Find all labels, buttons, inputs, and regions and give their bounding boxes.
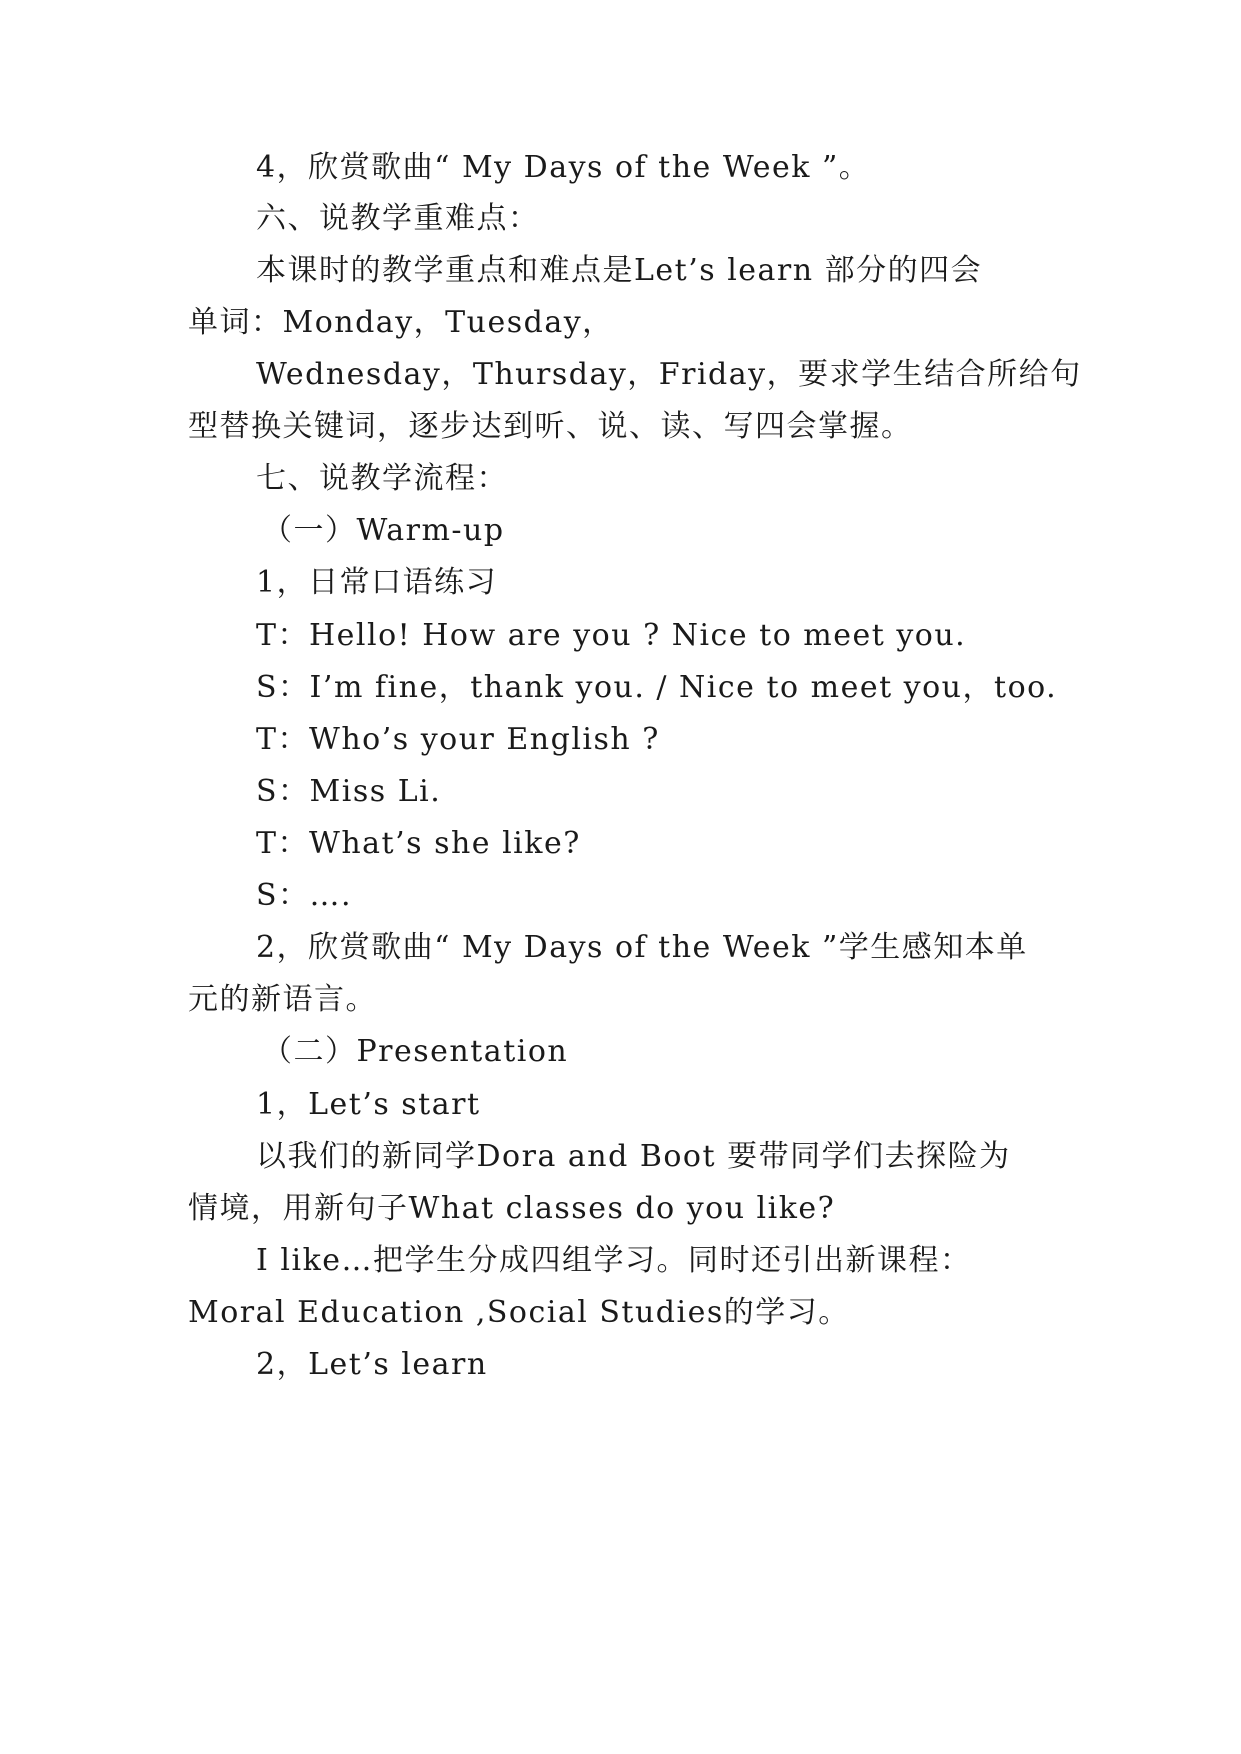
text-line-key-points-4: 型替换关键词，逐步达到听、说、读、写四会掌握。 bbox=[188, 409, 913, 444]
text-line-key-points-1: 本课时的教学重点和难点是Let’s learn 部分的四会 bbox=[256, 253, 983, 288]
text-line-song-item-4: 4，欣赏歌曲“ My Days of the Week ”。 bbox=[256, 150, 871, 185]
text-line-groups-2: Moral Education ,Social Studies的学习。 bbox=[188, 1295, 850, 1330]
dialogue-line-6: S：…. bbox=[256, 878, 353, 913]
text-line-lets-learn: 2，Let’s learn bbox=[256, 1347, 488, 1382]
text-line-key-points-2: 单词：Monday，Tuesday， bbox=[188, 305, 614, 340]
heading-teaching-process: 七、说教学流程： bbox=[256, 461, 508, 496]
dialogue-line-5: T：What’s she like? bbox=[256, 826, 581, 861]
dialogue-line-3: T：Who’s your English ? bbox=[256, 722, 660, 757]
text-line-key-points-3: Wednesday，Thursday，Friday，要求学生结合所给句 bbox=[256, 357, 1082, 392]
text-line-groups-1: I like…把学生分成四组学习。同时还引出新课程： bbox=[256, 1243, 972, 1278]
heading-warm-up: （一）Warm-up bbox=[262, 513, 505, 548]
text-line-dora-2: 情境，用新句子What classes do you like? bbox=[188, 1191, 836, 1226]
dialogue-line-2: S：I’m fine，thank you. / Nice to meet you，too. bbox=[256, 670, 1058, 705]
dialogue-line-4: S：Miss Li. bbox=[256, 774, 442, 809]
text-line-dora-1: 以我们的新同学Dora and Boot 要带同学们去探险为 bbox=[256, 1139, 1011, 1174]
text-line-song-enjoy-1: 2，欣赏歌曲“ My Days of the Week ”学生感知本单 bbox=[256, 930, 1028, 965]
text-line-lets-start: 1，Let’s start bbox=[256, 1087, 481, 1122]
heading-presentation: （二）Presentation bbox=[262, 1034, 569, 1069]
heading-teaching-key-points: 六、说教学重难点： bbox=[256, 201, 540, 236]
text-line-oral-practice: 1，日常口语练习 bbox=[256, 565, 498, 600]
dialogue-line-1: T：Hello! How are you ? Nice to meet you. bbox=[256, 618, 967, 653]
text-line-song-enjoy-2: 元的新语言。 bbox=[188, 982, 377, 1017]
